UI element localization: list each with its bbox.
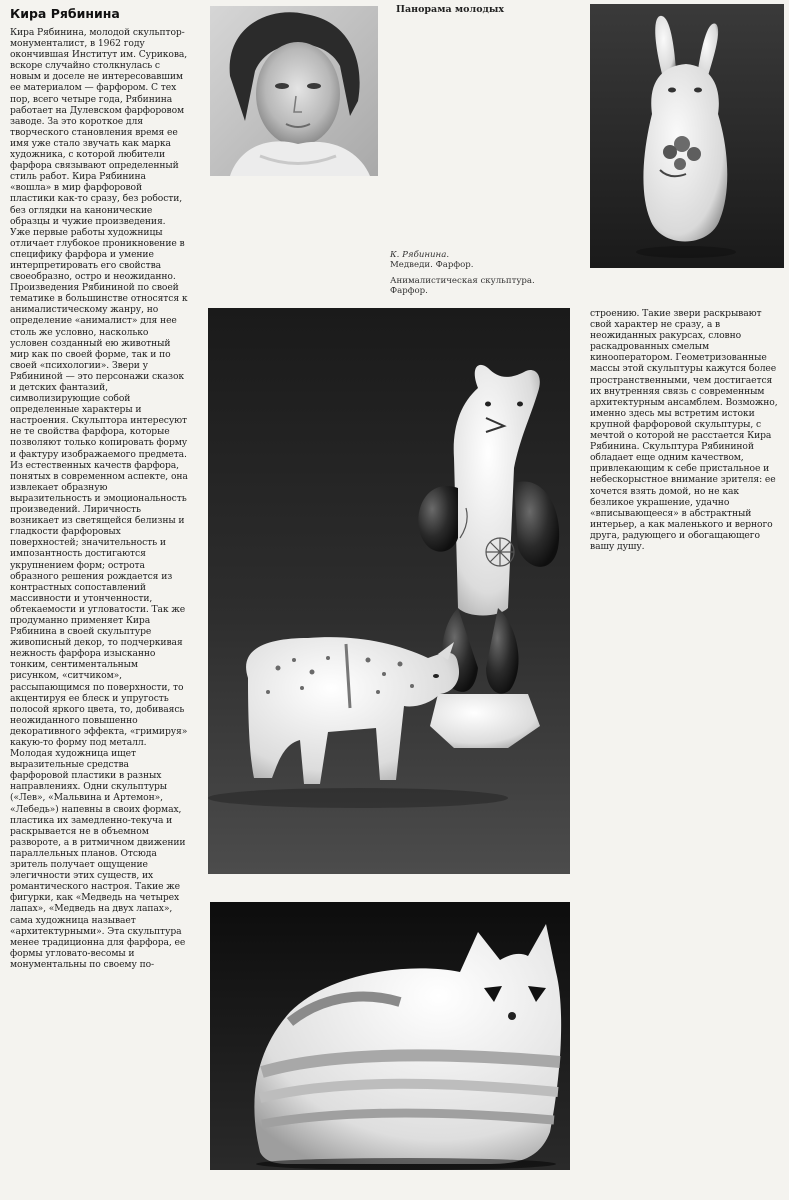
- rabbit-image: [590, 4, 784, 268]
- portrait-image: [210, 6, 378, 176]
- article-body-right: строению. Такие звери раскрывают свой характер не сразу, а в неожиданных ракурсах, словно раскадрованных смелым кинооператором. Геометризованные массы этой скульптуры кажутся более пространственными, чем достигается их внутренняя связь с современным архитектурным ансамблем. Возможно, именно здесь мы встретим истоки крупной фарфоровой скульптуры, с мечтой о которой не расстается Кира Рябинина. Скульптура Рябининой обладает еще одним качеством, привлекающим к себе пристальное и небескорыстное внимание зрителя: ее хочется взять домой, но не как безликое украшение, удачно «вписывающееся» в абстрактный интерьер, а как маленького и верного друга, радующего и обогащающего вашу душу.: [590, 308, 778, 552]
- caption-main: [390, 250, 550, 270]
- cat-image: [210, 902, 570, 1170]
- article-body-left: Кира Рябинина, молодой скульптор-монументалист, в 1962 году окончившая Институт им. Сурикова, вскоре случайно столкнулась с новым и доселе не интересовавшим ее материалом — фарфором. С тех пор, всего четыре года, Рябинина работает на Дулевском фарфоровом заводе. За это короткое для творческого становления время ее имя уже стало звучать как марка художника, с которой любители фарфора связывают определенный стиль работ. Кира Рябинина «вошла» в мир фарфоровой пластики как-то сразу, без робости, без оглядки на канонические образцы и чужие произведения. Уже первые работы художницы отличает глубокое проникновение в специфику фарфора и умение интерпретировать его свойства своеобразно, остро и неожиданно. Произведения Рябининой по своей тематике в большинстве относятся к анималистическому жанру, но определение «анималист» для нее столь же условно, насколько условен созданный ею животный мир как по своей форме, так и по своей «психологии». Звери у Рябининой — это персонажи сказок и детских фантазий, символизирующие собой определенные характеры и настроения. Скульптора интересуют не те свойства фарфора, которые позволяют только копировать форму и фактуру изображаемого предмета. Из естественных качеств фарфора, понятых в современном аспекте, она извлекает образную выразительность и эмоциональность произведений. Лиричность возникает из светящейся белизны и гладкости фарфоровых поверхностей; значительность и импозантность достигаются укрупнением форм; острота образного решения рождается из контрастных сопоставлений массивности и утонченности, обтекаемости и угловатости. Так же продуманно применяет Кира Рябинина в своей скульптуре живописный декор, то подчеркивая нежность фарфора изысканно тонким, сентиментальным рисунком, «ситчиком», рассыпающимся по поверхности, то акцентируя ее блеск и упругость полосой яркого цвета, то, добиваясь неожиданного повышенно декоративного эффекта, «гримируя» какую-то форму под металл. Молодая художница ищет выразительные средства фарфоровой пластики в разных направлениях. Одни скульптуры («Лев», «Мальвина и Артемон», «Лебедь») напевны в своих формах, пластика их замедленно-текуча и раскрывается не в объемном развороте, а в ритмичном движении параллельных планов. Отсюда зритель получает ощущение элегичности этих существ, их романтического настроя. Такие же фигурки, как «Медведь на четырех лапах», «Медведь на двух лапах», сама художница называет «архитектурными». Эта скульптура менее традиционна для фарфора, ее формы угловато-весомы и монументальны по своему по-: [10, 27, 188, 970]
- right-text-column: [590, 308, 780, 552]
- bears-image: [208, 308, 570, 874]
- caption-secondary: Анималистическая скульптура. Фарфор.: [390, 276, 535, 296]
- portrait-photo: [210, 6, 378, 176]
- section-header: Панорама молодых: [396, 4, 505, 15]
- caption-main-author: К. Рябинина.: [390, 250, 450, 260]
- caption-main-text: Медведи. Фарфор.: [390, 260, 474, 270]
- cat-figurine-photo: [210, 902, 570, 1170]
- bears-figurines-photo: [208, 308, 570, 874]
- rabbit-figurine-photo: [590, 4, 784, 268]
- article-title: Кира Рябинина: [10, 6, 120, 21]
- left-text-column: [10, 6, 188, 1194]
